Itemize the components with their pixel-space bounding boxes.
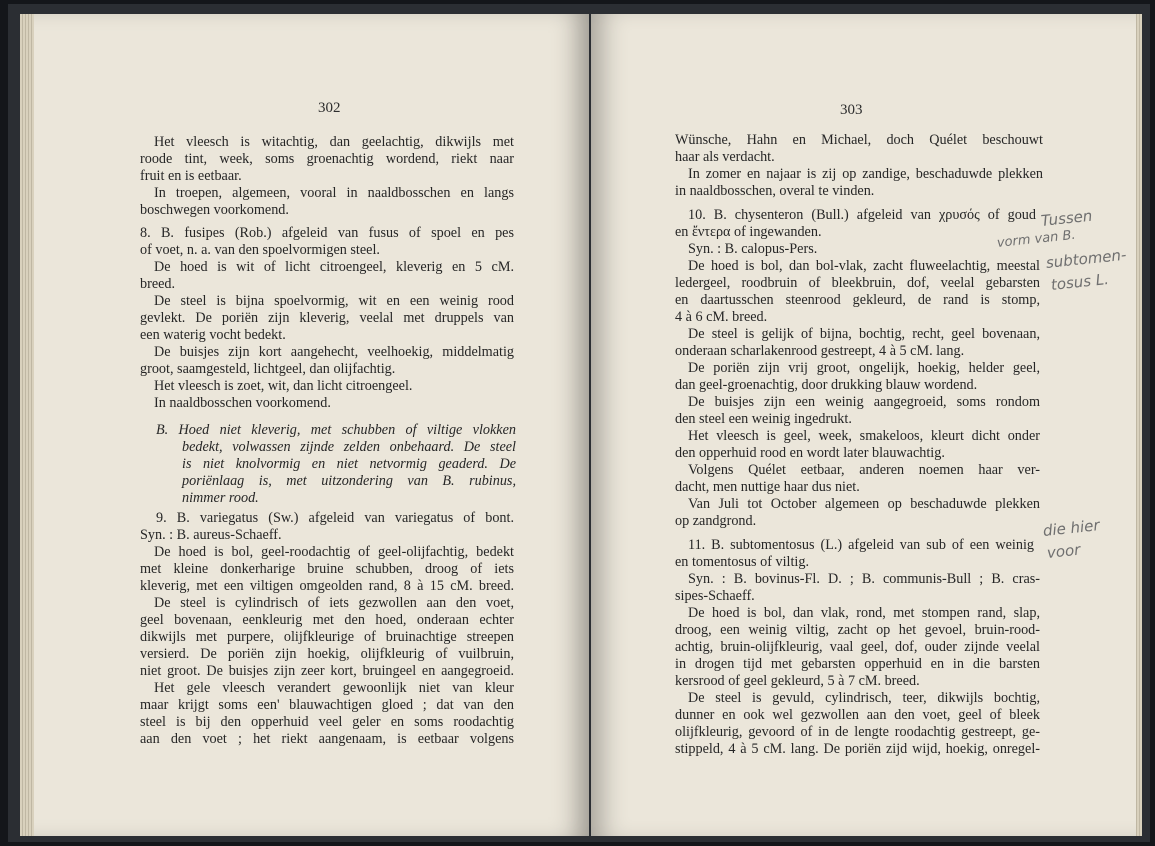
page-number: 303 <box>840 102 863 118</box>
text-line: met kleine donkerharige bruine schubben, droog of iets <box>140 561 514 577</box>
text-line: droog, een weinig viltig, zacht op het gevoel, bruin-rood- <box>675 622 1040 638</box>
right-page <box>591 14 1136 836</box>
species-heading-line: 11. B. subtomentosus (L.) afgeleid van sub of een weinig <box>688 537 1034 553</box>
text-line: een waterig vocht bedekt. <box>140 327 286 343</box>
text-line: olijfkleurig, gevoord of in de lengte roodachtig gestreept, ge- <box>675 724 1040 740</box>
text-line: geel bovenaan, eenkleurig met den hoed, onderaan echter <box>140 612 514 628</box>
text-line: De steel is gelijk of bijna, bochtig, recht, geel bovenaan, <box>688 326 1040 342</box>
species-heading-line: 10. B. chysenteron (Bull.) afgeleid van χρυσός of goud <box>688 207 1036 223</box>
text-line: poriënlaag is, met uitzondering van B. rubinus, <box>182 473 516 489</box>
text-line: Volgens Quélet eetbaar, anderen noemen haar ver- <box>688 462 1040 478</box>
species-heading-line: 8. B. fusipes (Rob.) afgeleid van fusus of spoel en pes <box>140 225 514 241</box>
text-line: roode tint, week, soms groenachtig wordend, riekt naar <box>140 151 514 167</box>
text-line: ledergeel, roodbruin of bleekbruin, dof, veelal gebarsten <box>675 275 1040 291</box>
handwritten-note: die hier <box>1042 516 1101 540</box>
text-line: haar als verdacht. <box>675 149 775 165</box>
left-page <box>34 14 589 836</box>
text-line: en tomentosus of viltig. <box>675 554 809 570</box>
text-line: versierd. De poriën zijn hoekig, olijfkleurig of vuilbruin, <box>140 646 514 662</box>
text-line: Het vleesch is witachtig, dan geelachtig, dikwijls met <box>154 134 514 150</box>
text-line: In naaldbosschen voorkomend. <box>154 395 331 411</box>
open-book <box>8 4 1150 842</box>
text-line: boschwegen voorkomend. <box>140 202 289 218</box>
text-line: De steel is cylindrisch of iets gezwollen aan den voet, <box>154 595 514 611</box>
text-line: aan den voet ; het riekt aangenaam, is eetbaar volgens <box>140 731 514 747</box>
text-line: dikwijls met purpere, olijfkleurige of bruinachtige streepen <box>140 629 514 645</box>
text-line: In zomer en najaar is zij op zandige, beschaduwde plekken <box>688 166 1043 182</box>
text-line: De hoed is bol, dan vlak, rond, met stompen rand, slap, <box>688 605 1040 621</box>
text-line: niet groot. De buisjes zijn zeer kort, bruingeel en aangegroeid. <box>140 663 514 679</box>
text-line: 4 à 6 cM. breed. <box>675 309 768 325</box>
text-line: sipes-Schaeff. <box>675 588 755 604</box>
text-line: gevlekt. De poriën zijn kleverig, veelal met druppels van <box>140 310 514 326</box>
text-line: en daartusschen steenrood gekleurd, de rand is stomp, <box>675 292 1040 308</box>
text-line: De buisjes zijn een weinig aangegroeid, soms rondom <box>688 394 1040 410</box>
text-line: den opperhuid rood en wordt later blauwachtig. <box>675 445 945 461</box>
left-page-edges <box>20 14 34 836</box>
text-line: B. Hoed niet kleverig, met schubben of viltige vlokken <box>156 422 516 438</box>
text-line: De hoed is bol, dan bol-vlak, zacht fluweelachtig, meestal <box>688 258 1040 274</box>
text-line: op zandgrond. <box>675 513 757 529</box>
text-line: Syn. : B. calopus-Pers. <box>688 241 818 257</box>
text-line: Syn. : B. aureus-Schaeff. <box>140 527 282 543</box>
text-line: dacht, men nuttige haar dus niet. <box>675 479 860 495</box>
handwritten-note: vorm van B. <box>996 227 1077 251</box>
text-line: Het vleesch is zoet, wit, dan licht citroengeel. <box>154 378 413 394</box>
handwritten-note: voor <box>1046 540 1082 562</box>
text-line: steel is bij den opperhuid veel geler en soms roodachtig <box>140 714 514 730</box>
text-line: bedekt, volwassen zijnde zelden onbehaard. De steel <box>182 439 516 455</box>
text-line: In troepen, algemeen, vooral in naaldbosschen en langs <box>154 185 514 201</box>
text-line: in drogen tijd met gebarsten opperhuid en in die barsten <box>675 656 1040 672</box>
text-line: Wünsche, Hahn en Michael, doch Quélet beschouwt <box>675 132 1043 148</box>
text-line: De buisjes zijn kort aangehecht, veelhoekig, middelmatig <box>154 344 514 360</box>
text-line: De hoed is wit of licht citroengeel, kleverig en 5 cM. <box>154 259 514 275</box>
text-line: breed. <box>140 276 176 292</box>
text-line: dan geel-groenachtig, door drukking blauw wordend. <box>675 377 978 393</box>
handwritten-note: subtomen- <box>1045 245 1128 272</box>
text-line: De steel is gevuld, cylindrisch, teer, dikwijls bochtig, <box>688 690 1040 706</box>
text-line: De steel is bijna spoelvormig, wit en een weinig rood <box>154 293 514 309</box>
text-line: Het gele vleesch verandert gewoonlijk niet van kleur <box>154 680 514 696</box>
text-line: De hoed is bol, geel-roodachtig of geel-olijfachtig, bedekt <box>154 544 514 560</box>
text-line: nimmer rood. <box>182 490 259 506</box>
text-line: maar krijgt soms een' blauwachtigen gloed ; dat van den <box>140 697 514 713</box>
text-line: Van Juli tot October algemeen op beschaduwde plekken <box>688 496 1040 512</box>
page-number: 302 <box>318 100 341 116</box>
text-line: fruit en is eetbaar. <box>140 168 242 184</box>
text-line: onderaan scharlakenrood gestreept, 4 à 5 cM. lang. <box>675 343 965 359</box>
text-line: kleverig, met een viltigen omgeolden rand, 8 à 15 cM. breed. <box>140 578 514 594</box>
text-line: kersrood of geel gekleurd, 5 à 7 cM. breed. <box>675 673 920 689</box>
handwritten-note: Tussen <box>1040 206 1094 230</box>
text-line: Het vleesch is geel, week, smakeloos, kleurt dicht onder <box>688 428 1040 444</box>
text-line: Syn. : B. bovinus-Fl. D. ; B. communis-Bull ; B. cras- <box>688 571 1040 587</box>
species-heading-line: 9. B. variegatus (Sw.) afgeleid van variegatus of bont. <box>156 510 514 526</box>
text-line: achtig, bruin-olijfkleurig, vaal geel, dof, ouder zijnde veelal <box>675 639 1040 655</box>
text-line: en ἔντερα of ingewanden. <box>675 224 822 240</box>
text-line: den steel een weinig ingedrukt. <box>675 411 852 427</box>
handwritten-note: tosus L. <box>1050 269 1110 294</box>
text-line: dunner en ook wel gezwollen aan den voet, geel of bleek <box>675 707 1040 723</box>
text-line: stippeld, 4 à 5 cM. lang. De poriën zijd wijd, hoekig, onregel- <box>675 741 1040 757</box>
text-line: De poriën zijn vrij groot, ongelijk, hoekig, helder geel, <box>688 360 1040 376</box>
text-line: groot, saamgesteld, lichtgeel, dan olijfachtig. <box>140 361 396 377</box>
text-line: is niet knolvormig en niet netvormig geaderd. De <box>182 456 516 472</box>
text-line: of voet, n. a. van den spoelvormigen steel. <box>140 242 380 258</box>
text-line: in naaldbosschen, overal te vinden. <box>675 183 875 199</box>
